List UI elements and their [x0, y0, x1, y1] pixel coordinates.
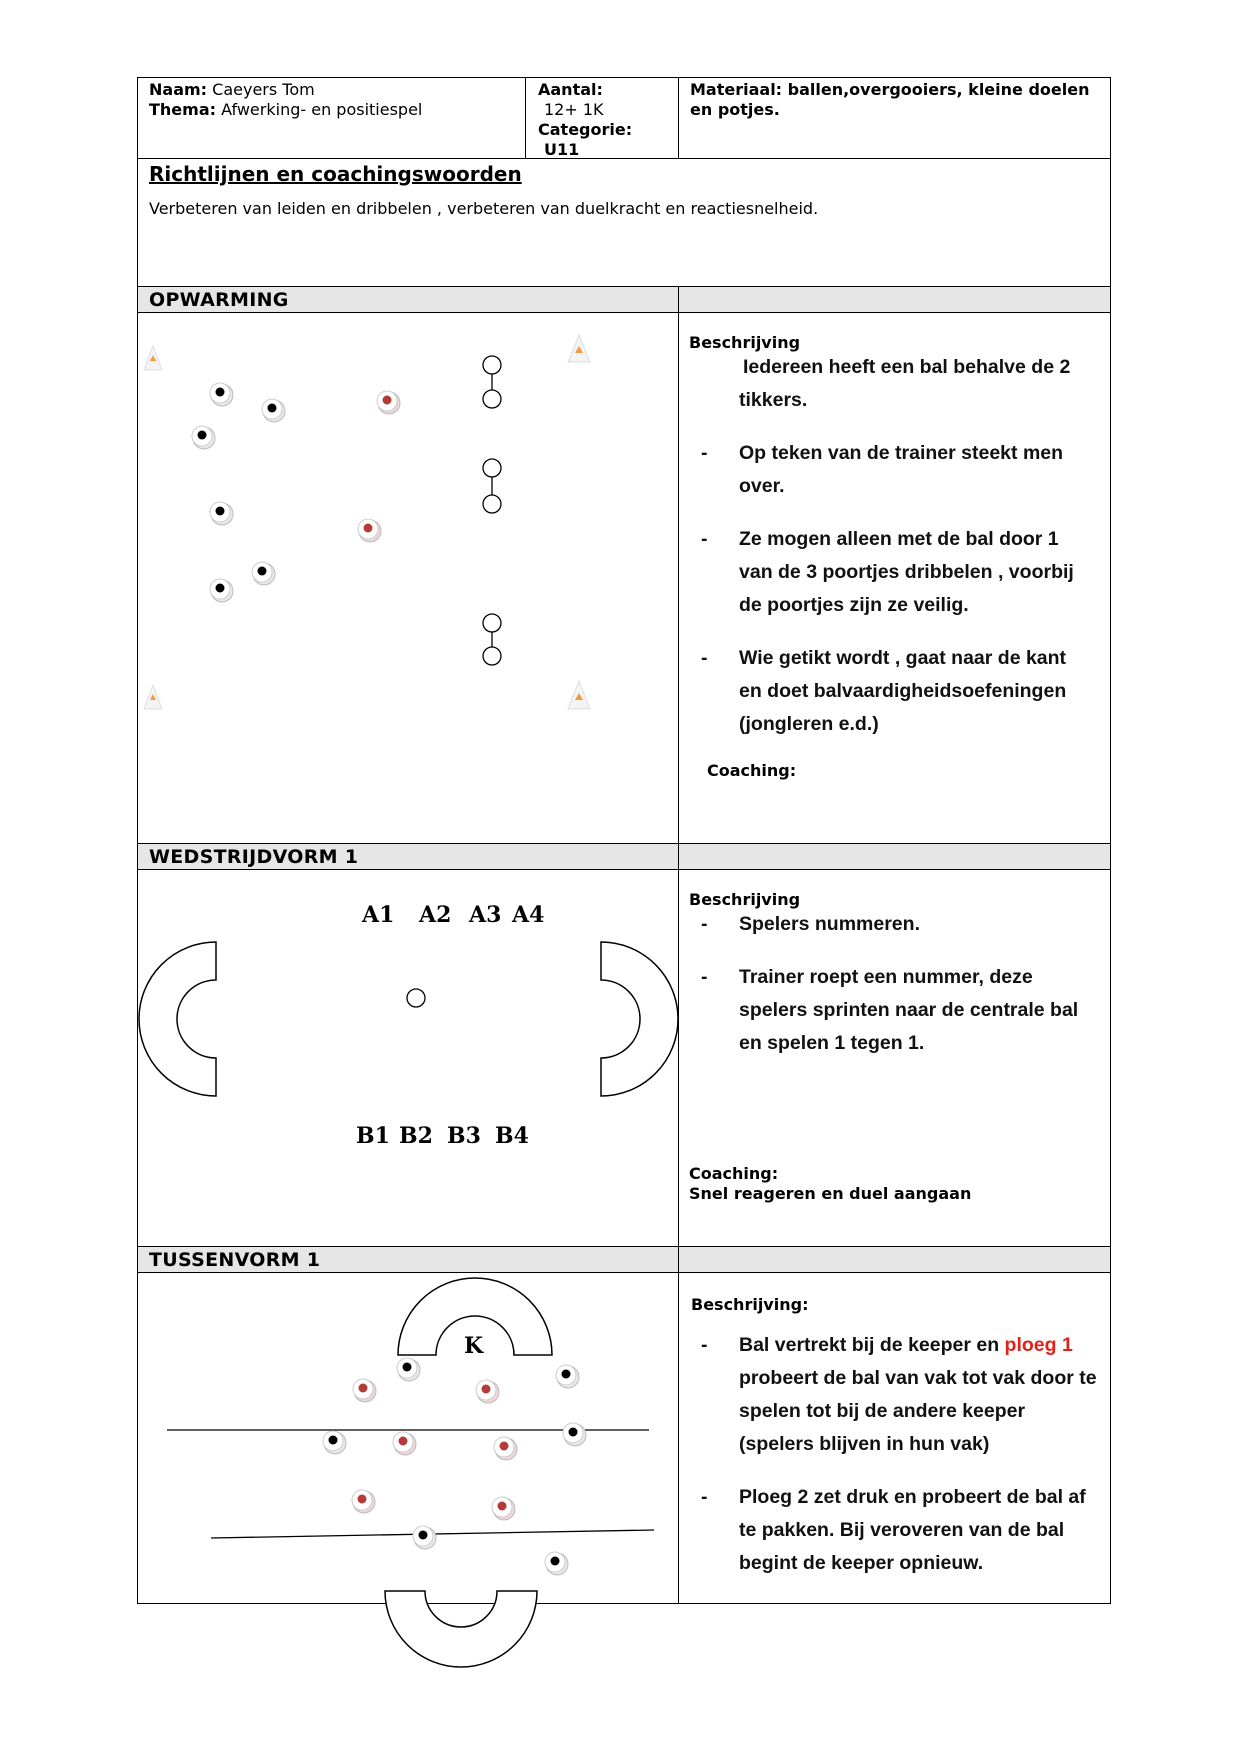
player-icon	[210, 383, 233, 406]
aantal-value: 12+ 1K	[544, 100, 604, 119]
opwarming-diagram	[138, 313, 678, 843]
player-label-a: A2	[419, 902, 452, 928]
wedstrijdvorm-bullet: - Trainer roept een nummer, deze spelers sprinten naar de centrale bal en spelen 1 tegen 1.	[689, 961, 1092, 1060]
wedstrijdvorm-desc-title: Beschrijving	[689, 890, 801, 909]
player-icon	[563, 1423, 586, 1446]
opwarming-bullet: - Ze mogen alleen met de bal door 1 van de 3 poortjes dribbelen , voorbij de poortjes zijn ze veilig.	[689, 523, 1092, 622]
player-icon	[413, 1526, 436, 1549]
tussenvorm-bullet1-b: probeert de bal van vak tot vak door te spelen tot bij de andere keeper (spelers blijven in hun vak)	[739, 1367, 1097, 1455]
right-goal-icon	[601, 942, 678, 1096]
player-icon	[262, 399, 285, 422]
wedstrijdvorm-diagram-cell	[138, 870, 679, 1246]
player-icon	[556, 1365, 579, 1388]
tussenvorm-bullet	[689, 1329, 1098, 1461]
opwarming-desc	[689, 351, 1092, 741]
tussenvorm-heading-row	[138, 1247, 1110, 1273]
cone-icon	[144, 346, 162, 370]
gate-icon	[483, 614, 501, 665]
opwarming-row	[138, 313, 1110, 844]
opwarming-bullet: - Wie getikt wordt , gaat naar de kant en doet balvaardigheidsoefeningen (jongleren e.d.)	[689, 642, 1092, 741]
opwarming-desc-title: Beschrijving	[689, 333, 801, 352]
player-label-b: B3	[447, 1123, 481, 1149]
player-label-b: B4	[495, 1123, 529, 1149]
tussenvorm-desc-cell	[679, 1273, 1110, 1603]
ploeg-1-highlight: ploeg 1	[1004, 1334, 1073, 1356]
gate-icon	[483, 459, 501, 513]
player-icon	[397, 1358, 420, 1381]
thema-value: Afwerking- en positiespel	[216, 100, 423, 119]
materiaal-cell: Materiaal: ballen,overgooiers, kleine doelen en potjes.	[690, 80, 1090, 119]
opponent-icon	[492, 1497, 515, 1520]
opwarming-intro-1: Iedereen heeft een bal behalve de 2	[743, 356, 1071, 378]
tussenvorm-heading: TUSSENVORM 1	[138, 1247, 679, 1272]
player-label-b: B2	[399, 1123, 433, 1149]
player-icon	[252, 562, 275, 585]
header-row	[138, 78, 1110, 159]
aantal-cell	[526, 78, 679, 158]
naam-thema-cell	[138, 78, 526, 158]
player-icon	[192, 426, 215, 449]
richtlijnen-title: Richtlijnen en coachingswoorden	[149, 162, 522, 186]
opwarming-desc-cell	[679, 313, 1110, 843]
opponent-icon	[494, 1437, 517, 1460]
cone-icon	[568, 681, 590, 709]
ball-icon	[407, 989, 425, 1007]
player-label-a: A1	[362, 902, 395, 928]
tussenvorm-bullet: - Ploeg 2 zet druk en probeert de bal af te pakken. Bij veroveren van de bal begint de keeper opnieuw.	[689, 1481, 1098, 1580]
richtlijnen-text: Verbeteren van leiden en dribbelen , verbeteren van duelkracht en reactiesnelheid.	[149, 199, 819, 218]
tagger-icon	[358, 519, 381, 542]
wedstrijdvorm-heading-row	[138, 844, 1110, 870]
player-icon	[545, 1552, 568, 1575]
tussenvorm-heading-empty	[679, 1247, 1110, 1272]
keeper-label: K	[464, 1333, 484, 1359]
opwarming-bullet: - Op teken van de trainer steekt men over.	[689, 437, 1092, 503]
tussenvorm-bullet1-a: Bal vertrekt bij de keeper en	[739, 1334, 1005, 1356]
tussenvorm-desc-title: Beschrijving:	[691, 1295, 809, 1314]
tussenvorm-desc	[689, 1329, 1098, 1580]
opponent-icon	[393, 1432, 416, 1455]
opponent-icon	[353, 1379, 376, 1402]
thema-label: Thema:	[149, 100, 217, 119]
opponent-icon	[476, 1380, 499, 1403]
wedstrijdvorm-desc	[689, 908, 1092, 1060]
player-icon	[210, 502, 233, 525]
categorie-value: U11	[544, 140, 580, 159]
opwarming-heading-row	[138, 287, 1110, 313]
player-label-a: A4	[512, 902, 545, 928]
opwarming-heading: OPWARMING	[138, 287, 679, 312]
player-icon	[323, 1431, 346, 1454]
tussenvorm-diagram	[138, 1273, 678, 1602]
wedstrijdvorm-heading: WEDSTRIJDVORM 1	[138, 844, 679, 869]
left-goal-icon	[139, 942, 216, 1096]
wedstrijdvorm-desc-cell	[679, 870, 1110, 1246]
player-icon	[210, 579, 233, 602]
player-label-b: B1	[356, 1123, 390, 1149]
aantal-label: Aantal:	[538, 80, 603, 99]
wedstrijdvorm-coaching-text: Snel reageren en duel aangaan	[689, 1184, 972, 1203]
opponent-icon	[352, 1490, 375, 1513]
wedstrijdvorm-bullet: - Spelers nummeren.	[689, 908, 1092, 941]
wedstrijdvorm-heading-empty	[679, 844, 1110, 869]
categorie-label: Categorie:	[538, 120, 633, 139]
opwarming-coaching-label: Coaching:	[707, 761, 797, 780]
opwarming-intro-2: tikkers.	[739, 389, 808, 411]
wedstrijdvorm-diagram	[138, 870, 678, 1246]
cone-icon	[144, 685, 162, 709]
bottom-goal-icon	[385, 1591, 537, 1667]
session-sheet	[137, 77, 1111, 1604]
wedstrijdvorm-coaching-label: Coaching:	[689, 1164, 779, 1183]
tagger-icon	[377, 391, 400, 414]
naam-value: Caeyers Tom	[207, 80, 315, 99]
tussenvorm-diagram-cell	[138, 1273, 679, 1603]
tussenvorm-row	[138, 1273, 1110, 1603]
opwarming-diagram-cell	[138, 313, 679, 843]
gate-icon	[483, 356, 501, 408]
opwarming-heading-empty	[679, 287, 1110, 312]
wedstrijdvorm-row	[138, 870, 1110, 1247]
richtlijnen-row	[138, 159, 1110, 287]
player-label-a: A3	[469, 902, 502, 928]
naam-label: Naam:	[149, 80, 208, 99]
cone-icon	[568, 335, 590, 362]
